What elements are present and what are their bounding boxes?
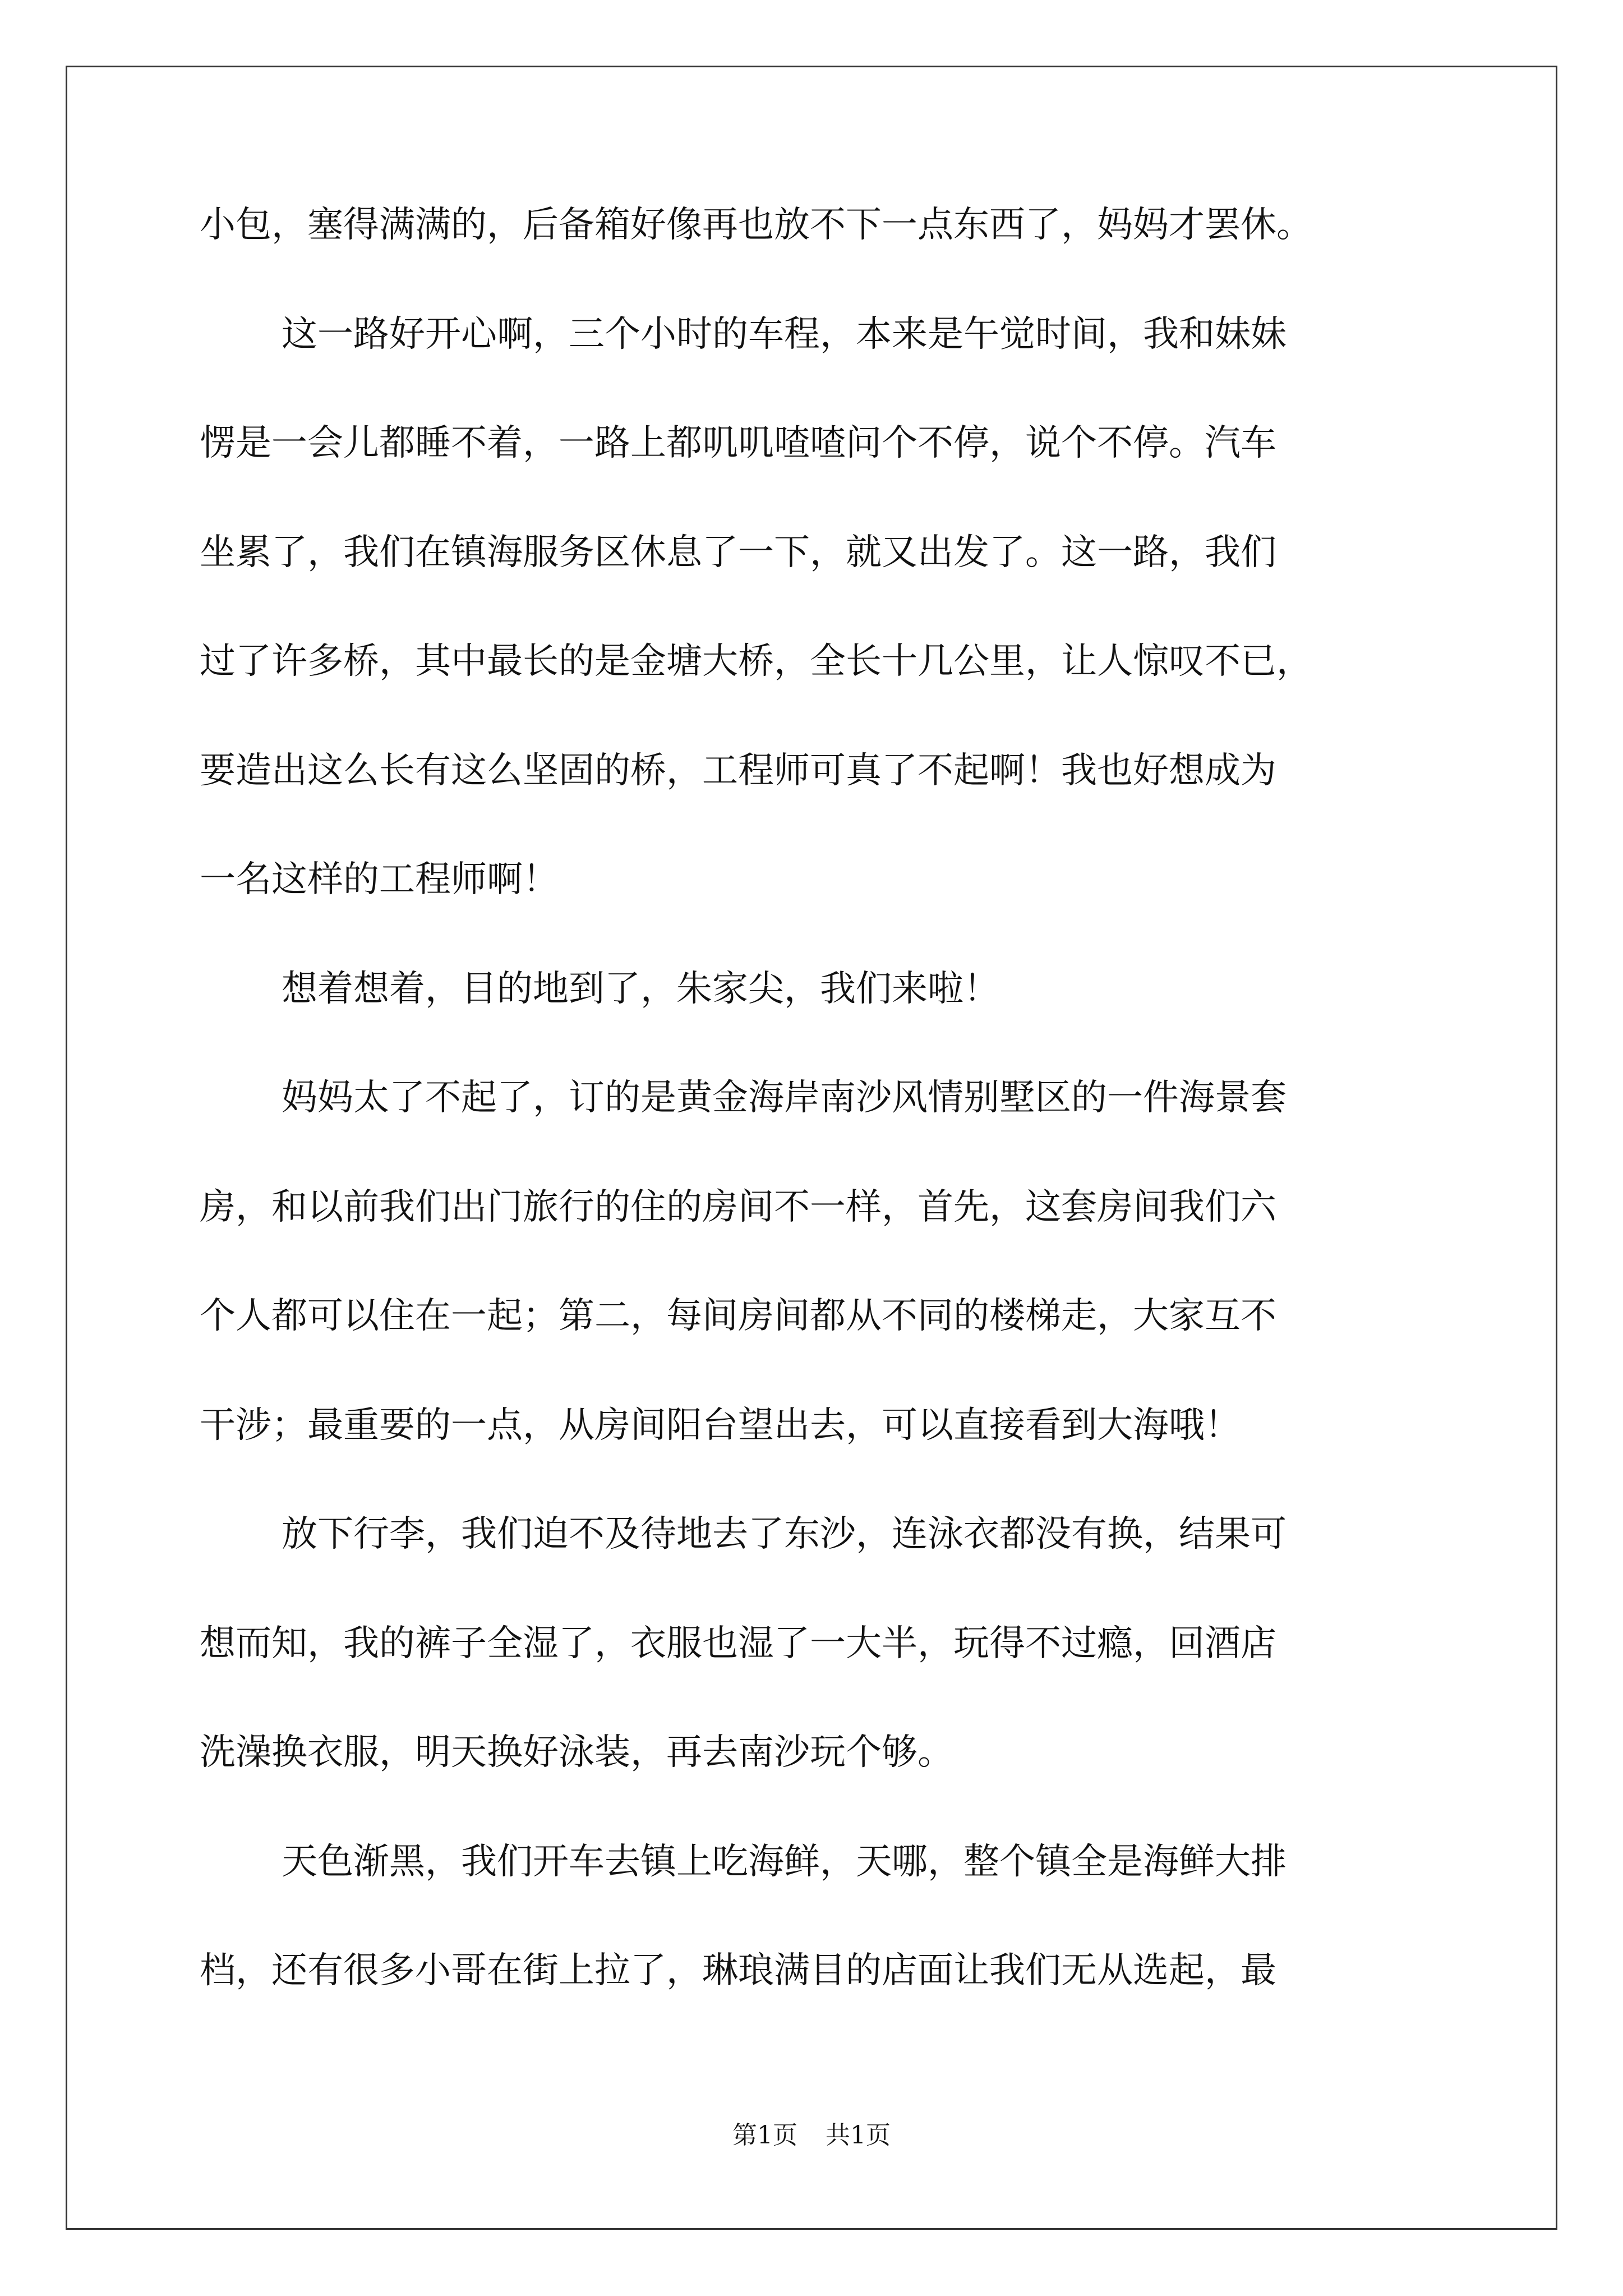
text-line: 个人都可以住在一起；第二，每间房间都从不同的楼梯走，大家互不 [200, 1295, 1276, 1337]
page-number: 第1页 [732, 2121, 797, 2150]
text-line: 档，还有很多小哥在街上拉了，琳琅满目的店面让我们无从选起，最 [200, 1950, 1276, 1991]
text-line: 想而知，我的裤子全湿了，衣服也湿了一大半，玩得不过瘾，回酒店 [200, 1622, 1276, 1664]
text-line: 天色渐黑，我们开车去镇上吃海鲜，天哪，整个镇全是海鲜大排 [282, 1841, 1287, 1883]
text-line: 小包，塞得满满的，后备箱好像再也放不下一点东西了，妈妈才罢休。 [200, 204, 1312, 246]
text-line: 想着想着，目的地到了，朱家尖，我们来啦！ [282, 968, 999, 1010]
text-line: 一名这样的工程师啊！ [200, 859, 559, 900]
page-total: 共1页 [826, 2121, 891, 2150]
text-line: 放下行李，我们迫不及待地去了东沙，连泳衣都没有换，结果可 [282, 1513, 1287, 1555]
text-line: 妈妈太了不起了，订的是黄金海岸南沙风情别墅区的一件海景套 [282, 1077, 1287, 1119]
text-line: 这一路好开心啊，三个小时的车程，本来是午觉时间，我和妹妹 [282, 313, 1287, 355]
text-line: 要造出这么长有这么坚固的桥，工程师可真了不起啊！我也好想成为 [200, 749, 1276, 792]
document-body [200, 206, 1433, 2062]
text-line: 干涉；最重要的一点，从房间阳台望出去，可以直接看到大海哦！ [200, 1404, 1241, 1446]
text-line: 过了许多桥，其中最长的是金塘大桥，全长十几公里，让人惊叹不已， [200, 641, 1312, 682]
text-line: 洗澡换衣服，明天换好泳装，再去南沙玩个够。 [200, 1732, 953, 1773]
text-line: 房，和以前我们出门旅行的住的房间不一样，首先，这套房间我们六 [200, 1186, 1276, 1228]
text-line: 愣是一会儿都睡不着，一路上都叽叽喳喳问个不停，说个不停。汽车 [200, 422, 1276, 464]
text-line: 坐累了，我们在镇海服务区休息了一下，就又出发了。这一路，我们 [200, 531, 1276, 573]
page-footer [0, 2115, 1623, 2151]
